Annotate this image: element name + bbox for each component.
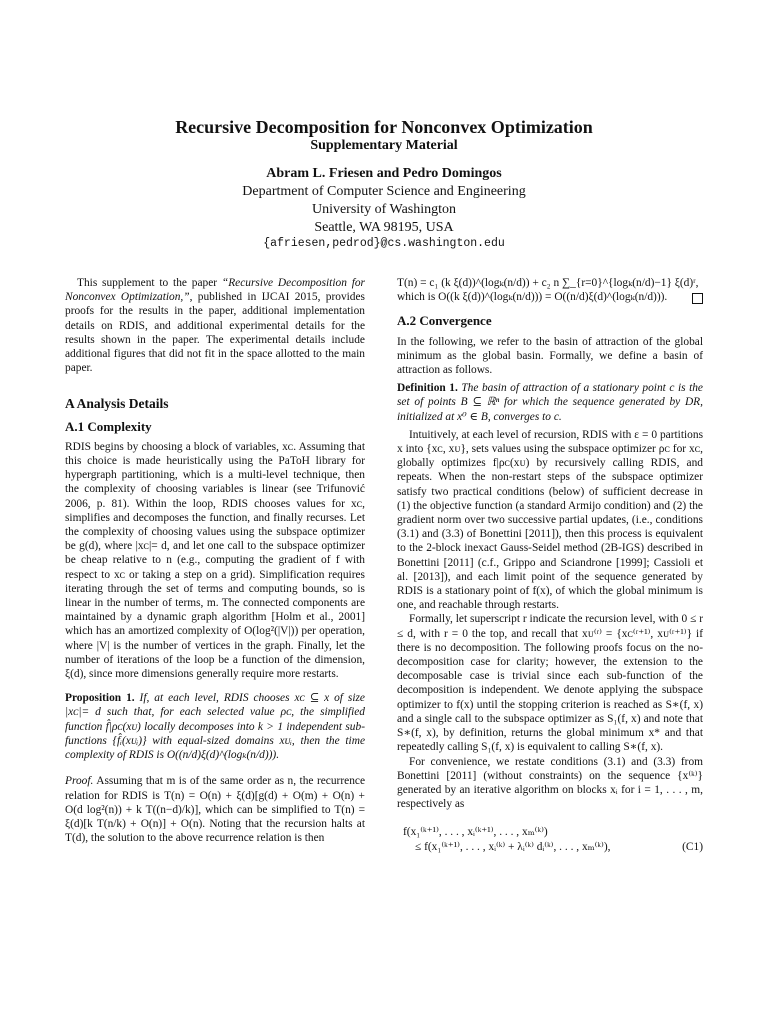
proof-text: Assuming that m is of the same order as n, the recurrence relation for RDIS is T(n) = O(n) + ξ(d)[g(d) + O(m) + O(n) + O(d log²(n)) + k T((n−d)/k)], which can be simplified to T(n) = ξ(d)[k T(n/k) + O(n)] + O(n). Noting that the recursion halts at T(d), the solution to the above recurrence relation is then [65,775,365,845]
proposition-1 [65,691,365,762]
paper-title: Recursive Decomposition for Nonconvex Optimization [175,117,593,137]
equation-c1-line2 [403,840,703,854]
equation-c1-line1: f(x₁⁽ᵏ⁺¹⁾, . . . , xᵢ⁽ᵏ⁺¹⁾, . . . , xₘ⁽ᵏ⁾) [403,826,548,839]
convergence-paragraph: In the following, we refer to the basin of attraction of the global minimum as the global basin. Formally, we define a basin of attraction as follows. [397,335,703,377]
convenience-paragraph: For convenience, we restate conditions (3.1) and (3.3) from Bonettini [2011] (without constraints) on the sequence {x⁽ᵏ⁾} generated by an iterative algorithm on blocks xᵢ for i = 1, . . . , m, respectively as [397,755,703,811]
proof-label: Proof. [65,775,94,788]
intro-post: , published in IJCAI 2015, provides proofs for the results in the paper, additional implementation details on RDIS, and additional experimental details for the results shown in the paper. The experimental details include additional figures that did not fit in the space allotted to the main paper. [65,291,365,375]
definition-1 [397,381,703,424]
left-column [65,276,365,845]
equation-c1-tag: (C1) [682,840,703,853]
recurrence-solution: T(n) = c₁ (k ξ(d))^(logₖ(n/d)) + c₂ n ∑_{r=0}^{logₖ(n/d)−1} ξ(d)ʳ, [397,277,699,289]
subsection-a2-heading: A.2 Convergence [397,313,492,329]
complexity-result [397,290,703,304]
formally-paragraph: Formally, let superscript r indicate the recursion level, with 0 ≤ r ≤ d, with r = 0 the top, and recall that xᴜ⁽ʳ⁾ = {xᴄ⁽ʳ⁺¹⁾, xᴜ⁽ʳ⁺¹⁾} if there is no decomposition. The following proofs focus on the no-decomposition case for clarity; however, the extension to the decomposable case is trivial since each sub-function of the decomposition is independent. We denote applying the subspace optimizer to f(x) until the stopping criterion is reached as S∗(f, x) and a single call to the subspace optimizer as S₁(f, x) and note that S∗(f, x), by definition, returns the global minimum x* and that repeatedly calling S₁(f, x) is equivalent to calling S∗(f, x). [397,613,703,754]
paper-subtitle: Supplementary Material [310,138,458,153]
affiliation-city: Seattle, WA 98195, USA [314,220,454,235]
equation-c1-line2-text: ≤ f(x₁⁽ᵏ⁺¹⁾, . . . , xᵢ⁽ᵏ⁾ + λᵢ⁽ᵏ⁾ dᵢ⁽ᵏ⁾, . . . , xₘ⁽ᵏ⁾), [415,840,611,853]
intuitive-paragraph: Intuitively, at each level of recursion, RDIS with ε = 0 partitions x into {xᴄ, xᴜ}, sets values using the subspace optimizer ρᴄ for xᴄ, globally optimizes f|ρᴄ(xᴜ) by recursively calling RDIS, and repeats. When the non-restart steps of the subspace optimizer satisfy two practical conditions (below) of sufficient decrease in (1) the objective function (a standard Armijo condition) and (2) the gradient norm over two successive partial updates, (i.e., conditions (3.1) and (3.3) of Bonettini [2011]), then this process is equivalent to the 2-block inexact Gauss-Seidel method (2B-IGS) described in Bonettini [2011] (c.f., Grippo and Sciandrone [1999]; Cassioli et al. [2013]), and each limit point of the sequence generated by RDIS is a stationary point of f(x), of which the global minimum is one, and reachable through restarts. [397,428,703,612]
intro-pre: This supplement to the paper [77,277,222,289]
intro-paper-title: “Recursive Decomposition for Nonconvex Optimization,” [65,277,365,304]
proposition-text: If, at each level, RDIS chooses xᴄ ⊆ x of size |xᴄ|= d such that, for each selected value ρᴄ, the simplified function f̂|ρᴄ(xᴜ) locally decomposes into k > 1 independent sub-functions {f̂ᵢ(xᴜᵢ)} with equal-sized domains xᴜᵢ, then the time complexity of RDIS is O((n/d)ξ(d)^(logₖ(n/d))). [65,692,365,762]
affiliation-dept: Department of Computer Science and Engineering [242,184,526,199]
complexity-paragraph: RDIS begins by choosing a block of variables, xᴄ. Assuming that this choice is made heuristically using the PaToH library for hypergraph partitioning, which is a multi-level technique, then the complexity of choosing variables is linear (see Trifunović 2006, p. 81). Within the loop, RDIS chooses values for xᴄ, simplifies and decomposes the function, and finally recurses. Let the complexity of choosing values using the subspace optimizer be g(d), where |xᴄ|= d, and let one call to the subspace optimizer be cheap relative to n (e.g., computing the gradient of f with respect to xᴄ or taking a step on a grid). Simplification requires iterating through the set of terms and computing bounds, so is linear in the number of terms, m. The connected components are maintained by a dynamic graph algorithm [Holm et al., 2001] which has an amortized complexity of O(log²(|V|)) per operation, where |V| is the number of vertices in the graph. Finally, let the number of iterations of the loop be a function of the dimension, ξ(d), since more dimensions generally require more restarts. [65,440,365,681]
proposition-label: Proposition 1. [65,692,135,705]
definition-label: Definition 1. [397,382,458,395]
subsection-a1-heading: A.1 Complexity [65,418,152,434]
section-a-heading: A Analysis Details [65,396,169,412]
intro-paragraph [65,276,365,375]
equation-c1 [403,825,703,853]
proof-paragraph [65,774,365,845]
qed-box-icon [692,293,703,304]
affiliation-univ: University of Washington [311,202,457,217]
complexity-result-text: which is O((k ξ(d))^(logₖ(n/d))) = O((n/d)ξ(d)^(logₖ(n/d))). [397,291,668,304]
author-email: {afriesen,pedrod}@cs.washington.edu [263,237,505,250]
authors: Abram L. Friesen and Pedro Domingos [266,166,502,181]
definition-text: The basin of attraction of a stationary point c is the set of points B ⊆ ℝⁿ for which the sequence generated by DR, initialized at x⁰ ∈ B, converges to c. [397,382,703,423]
right-column [397,276,703,854]
